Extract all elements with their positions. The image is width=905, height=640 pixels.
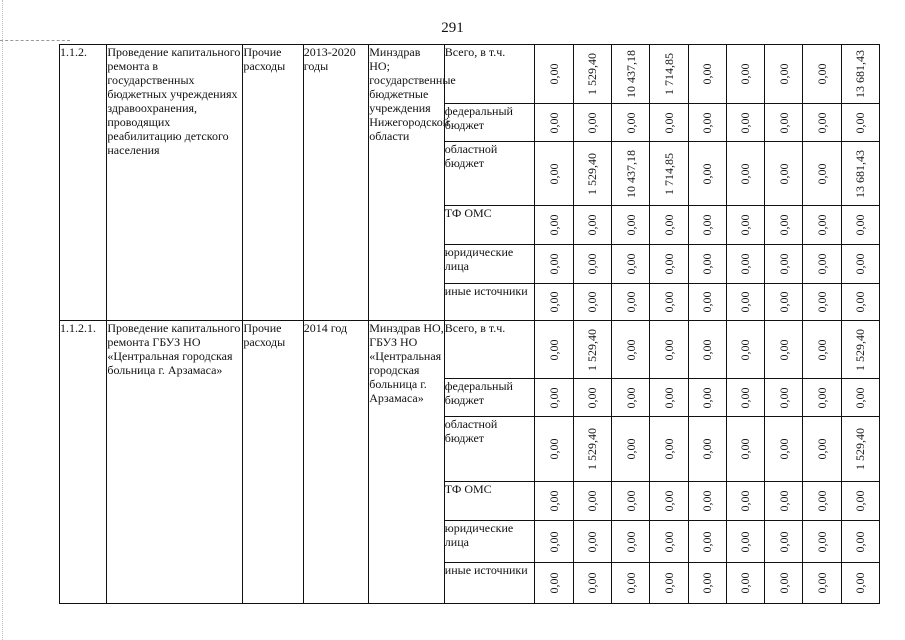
name-cell: Проведение капитального ремонта ГБУЗ НО «Центральная городская больница г. Арзамаса» xyxy=(107,321,243,604)
value-text: 0,00 xyxy=(547,63,562,85)
value-text: 10 437,18 xyxy=(623,149,638,198)
value-text: 0,00 xyxy=(738,438,753,460)
value-text: 0,00 xyxy=(623,339,638,360)
value-text: 0,00 xyxy=(700,163,715,184)
value-text: 0,00 xyxy=(814,214,829,236)
value-cell xyxy=(573,206,611,245)
value-text: 0,00 xyxy=(700,490,715,512)
value-text: 0,00 xyxy=(738,572,753,594)
value-text: 0,00 xyxy=(661,490,676,512)
value-cell xyxy=(650,142,688,206)
value-cell xyxy=(535,206,573,245)
value-cell xyxy=(765,206,803,245)
value-cell xyxy=(573,142,611,206)
value-cell xyxy=(650,284,688,321)
value-cell xyxy=(726,379,764,417)
value-cell xyxy=(726,417,764,482)
value-text: 0,00 xyxy=(814,253,829,275)
value-cell xyxy=(688,321,726,379)
value-cell xyxy=(765,142,803,206)
value-cell xyxy=(765,417,803,482)
period-cell: 2014 год xyxy=(303,321,368,604)
value-cell xyxy=(688,379,726,417)
value-text: 0,00 xyxy=(853,253,868,275)
value-cell xyxy=(726,142,764,206)
expense-type-cell: Прочие расходы xyxy=(243,321,303,604)
value-text: 0,00 xyxy=(547,387,562,408)
value-cell xyxy=(688,206,726,245)
code-cell: 1.1.2. xyxy=(60,45,107,321)
value-cell xyxy=(650,321,688,379)
value-cell xyxy=(535,379,573,417)
value-text: 1 529,40 xyxy=(853,428,868,470)
funding-source-cell: Всего, в т.ч. xyxy=(444,321,535,379)
value-cell xyxy=(650,563,688,604)
funding-source-cell: федеральный бюджет xyxy=(444,104,535,142)
value-text: 0,00 xyxy=(547,339,562,360)
value-cell xyxy=(611,104,649,142)
value-cell xyxy=(535,142,573,206)
value-text: 0,00 xyxy=(661,572,676,594)
value-cell xyxy=(841,206,879,245)
value-cell xyxy=(535,521,573,563)
value-text: 0,00 xyxy=(853,572,868,594)
funding-source-cell: областной бюджет xyxy=(444,417,535,482)
value-cell xyxy=(611,284,649,321)
expense-type-cell: Прочие расходы xyxy=(243,45,303,321)
executor-cell: Минздрав НО, ГБУЗ НО «Центральная городская больница г. Арзамаса» xyxy=(369,321,445,604)
funding-source-cell: Всего, в т.ч. xyxy=(444,45,535,104)
value-cell xyxy=(650,482,688,521)
value-cell xyxy=(841,417,879,482)
funding-source-cell: иные источники xyxy=(444,284,535,321)
value-text: 0,00 xyxy=(585,112,600,133)
value-text: 0,00 xyxy=(776,438,791,460)
value-cell xyxy=(841,521,879,563)
value-text: 0,00 xyxy=(585,531,600,552)
table-row xyxy=(60,45,880,104)
value-cell xyxy=(611,321,649,379)
value-cell xyxy=(535,104,573,142)
value-cell xyxy=(573,284,611,321)
value-cell xyxy=(803,104,841,142)
value-text: 0,00 xyxy=(547,112,562,133)
value-text: 0,00 xyxy=(776,63,791,85)
value-cell xyxy=(535,321,573,379)
value-text: 0,00 xyxy=(814,531,829,552)
value-text: 0,00 xyxy=(814,112,829,133)
value-text: 0,00 xyxy=(776,490,791,512)
value-text: 0,00 xyxy=(700,63,715,85)
value-cell xyxy=(573,521,611,563)
value-text: 0,00 xyxy=(700,572,715,594)
value-cell xyxy=(535,245,573,284)
value-cell xyxy=(535,563,573,604)
value-text: 0,00 xyxy=(661,112,676,133)
value-text: 0,00 xyxy=(547,163,562,184)
value-text: 0,00 xyxy=(623,490,638,512)
value-cell xyxy=(841,482,879,521)
value-text: 0,00 xyxy=(547,490,562,512)
value-text: 13 681,43 xyxy=(853,149,868,198)
value-text: 0,00 xyxy=(623,572,638,594)
value-cell xyxy=(535,284,573,321)
value-cell xyxy=(765,284,803,321)
value-text: 0,00 xyxy=(700,214,715,236)
funding-source-cell: областной бюджет xyxy=(444,142,535,206)
value-cell xyxy=(611,45,649,104)
value-cell xyxy=(535,417,573,482)
value-text: 0,00 xyxy=(661,531,676,552)
value-cell xyxy=(611,482,649,521)
value-cell xyxy=(841,563,879,604)
value-cell xyxy=(726,563,764,604)
value-text: 0,00 xyxy=(585,214,600,236)
value-text: 0,00 xyxy=(738,339,753,360)
scan-line xyxy=(0,40,70,41)
value-cell xyxy=(803,482,841,521)
value-text: 0,00 xyxy=(738,214,753,236)
value-text: 0,00 xyxy=(738,291,753,313)
value-text: 0,00 xyxy=(547,438,562,460)
value-text: 13 681,43 xyxy=(853,50,868,98)
value-cell xyxy=(841,142,879,206)
value-text: 0,00 xyxy=(738,253,753,275)
value-text: 1 529,40 xyxy=(585,152,600,195)
value-text: 0,00 xyxy=(853,291,868,313)
period-cell: 2013-2020 годы xyxy=(303,45,368,321)
value-text: 0,00 xyxy=(661,438,676,460)
value-text: 1 529,40 xyxy=(853,328,868,371)
value-text: 0,00 xyxy=(585,291,600,313)
value-text: 0,00 xyxy=(585,490,600,512)
value-text: 1 529,40 xyxy=(585,428,600,470)
value-text: 0,00 xyxy=(661,253,676,275)
value-text: 0,00 xyxy=(700,387,715,408)
value-text: 0,00 xyxy=(585,572,600,594)
value-cell xyxy=(688,245,726,284)
value-text: 0,00 xyxy=(661,387,676,408)
value-text: 0,00 xyxy=(623,112,638,133)
value-text: 0,00 xyxy=(776,387,791,408)
value-text: 0,00 xyxy=(738,163,753,184)
value-cell xyxy=(726,245,764,284)
value-text: 0,00 xyxy=(623,531,638,552)
value-cell xyxy=(611,417,649,482)
value-text: 0,00 xyxy=(853,387,868,408)
funding-source-cell: ТФ ОМС xyxy=(444,482,535,521)
value-cell xyxy=(803,379,841,417)
value-cell xyxy=(726,45,764,104)
value-text: 0,00 xyxy=(814,490,829,512)
value-cell xyxy=(726,104,764,142)
value-cell xyxy=(688,482,726,521)
value-cell xyxy=(841,104,879,142)
value-cell xyxy=(765,104,803,142)
value-cell xyxy=(688,104,726,142)
value-text: 0,00 xyxy=(853,112,868,133)
value-cell xyxy=(803,417,841,482)
value-cell xyxy=(726,284,764,321)
value-cell xyxy=(611,142,649,206)
budget-table xyxy=(59,44,880,604)
value-cell xyxy=(650,45,688,104)
value-text: 0,00 xyxy=(814,438,829,460)
value-cell xyxy=(841,379,879,417)
value-text: 0,00 xyxy=(776,163,791,184)
value-text: 0,00 xyxy=(661,339,676,360)
value-cell xyxy=(573,563,611,604)
funding-source-cell: юридические лица xyxy=(444,521,535,563)
value-cell xyxy=(765,321,803,379)
value-cell xyxy=(650,206,688,245)
table-row xyxy=(60,321,880,379)
value-cell xyxy=(650,104,688,142)
value-text: 0,00 xyxy=(700,112,715,133)
value-cell xyxy=(688,417,726,482)
value-text: 0,00 xyxy=(547,291,562,313)
value-text: 0,00 xyxy=(814,572,829,594)
value-cell xyxy=(841,245,879,284)
value-cell xyxy=(688,563,726,604)
value-cell xyxy=(611,563,649,604)
value-cell xyxy=(573,245,611,284)
value-cell xyxy=(650,417,688,482)
funding-source-cell: юридические лица xyxy=(444,245,535,284)
value-cell xyxy=(765,379,803,417)
value-text: 0,00 xyxy=(738,531,753,552)
value-cell xyxy=(726,521,764,563)
value-text: 0,00 xyxy=(700,291,715,313)
value-text: 0,00 xyxy=(700,339,715,360)
value-cell xyxy=(573,45,611,104)
value-cell xyxy=(726,206,764,245)
code-cell: 1.1.2.1. xyxy=(60,321,107,604)
value-cell xyxy=(688,284,726,321)
value-cell xyxy=(688,45,726,104)
value-cell xyxy=(726,321,764,379)
value-text: 0,00 xyxy=(776,339,791,360)
value-text: 0,00 xyxy=(623,438,638,460)
value-cell xyxy=(765,45,803,104)
value-cell xyxy=(841,284,879,321)
value-text: 0,00 xyxy=(623,291,638,313)
value-text: 0,00 xyxy=(623,253,638,275)
value-cell xyxy=(650,521,688,563)
value-text: 0,00 xyxy=(814,63,829,85)
value-text: 0,00 xyxy=(776,291,791,313)
value-text: 0,00 xyxy=(853,490,868,512)
value-text: 0,00 xyxy=(738,387,753,408)
value-text: 0,00 xyxy=(700,253,715,275)
value-text: 0,00 xyxy=(853,531,868,552)
value-cell xyxy=(650,245,688,284)
value-text: 0,00 xyxy=(700,531,715,552)
value-cell xyxy=(573,417,611,482)
value-cell xyxy=(803,206,841,245)
value-text: 0,00 xyxy=(623,214,638,236)
value-text: 0,00 xyxy=(738,490,753,512)
value-text: 1 714,85 xyxy=(661,152,676,195)
name-cell: Проведение капитального ремонта в государственных бюджетных учреждениях здравоохранения, проводящих реабилитацию детского населения xyxy=(107,45,243,321)
funding-source-cell: иные источники xyxy=(444,563,535,604)
value-cell xyxy=(803,245,841,284)
value-cell xyxy=(765,482,803,521)
scan-edge xyxy=(2,0,3,640)
value-cell xyxy=(611,245,649,284)
value-text: 0,00 xyxy=(814,291,829,313)
value-cell xyxy=(803,142,841,206)
value-cell xyxy=(803,563,841,604)
funding-source-cell: федеральный бюджет xyxy=(444,379,535,417)
value-cell xyxy=(688,142,726,206)
value-text: 10 437,18 xyxy=(623,50,638,98)
value-text: 0,00 xyxy=(814,387,829,408)
value-cell xyxy=(611,206,649,245)
value-text: 0,00 xyxy=(547,531,562,552)
value-cell xyxy=(535,482,573,521)
value-cell xyxy=(573,482,611,521)
value-cell xyxy=(841,45,879,104)
value-cell xyxy=(803,45,841,104)
value-cell xyxy=(803,521,841,563)
value-text: 0,00 xyxy=(661,214,676,236)
value-text: 0,00 xyxy=(776,112,791,133)
value-text: 0,00 xyxy=(738,112,753,133)
value-cell xyxy=(535,45,573,104)
value-cell xyxy=(688,521,726,563)
value-text: 0,00 xyxy=(661,291,676,313)
value-text: 0,00 xyxy=(585,253,600,275)
value-cell xyxy=(803,284,841,321)
value-text: 0,00 xyxy=(814,339,829,360)
value-cell xyxy=(803,321,841,379)
value-cell xyxy=(726,482,764,521)
value-text: 1 529,40 xyxy=(585,53,600,95)
funding-source-cell: ТФ ОМС xyxy=(444,206,535,245)
value-text: 1 714,85 xyxy=(661,53,676,95)
value-cell xyxy=(611,379,649,417)
value-text: 0,00 xyxy=(585,387,600,408)
value-cell xyxy=(573,104,611,142)
value-text: 0,00 xyxy=(547,214,562,236)
value-text: 0,00 xyxy=(776,253,791,275)
value-cell xyxy=(765,521,803,563)
executor-cell: Минздрав НО; государственные бюджетные учреждения Нижегородской области xyxy=(369,45,445,321)
value-text: 0,00 xyxy=(776,214,791,236)
value-text: 0,00 xyxy=(547,253,562,275)
value-text: 0,00 xyxy=(547,572,562,594)
value-cell xyxy=(765,245,803,284)
value-cell xyxy=(765,563,803,604)
value-cell xyxy=(611,521,649,563)
value-text: 0,00 xyxy=(814,163,829,184)
value-text: 0,00 xyxy=(776,531,791,552)
value-cell xyxy=(573,379,611,417)
value-text: 1 529,40 xyxy=(585,328,600,371)
value-cell xyxy=(841,321,879,379)
value-text: 0,00 xyxy=(738,63,753,85)
value-text: 0,00 xyxy=(700,438,715,460)
value-cell xyxy=(573,321,611,379)
value-text: 0,00 xyxy=(853,214,868,236)
value-cell xyxy=(650,379,688,417)
page-number: 291 xyxy=(441,20,464,36)
value-text: 0,00 xyxy=(776,572,791,594)
value-text: 0,00 xyxy=(623,387,638,408)
